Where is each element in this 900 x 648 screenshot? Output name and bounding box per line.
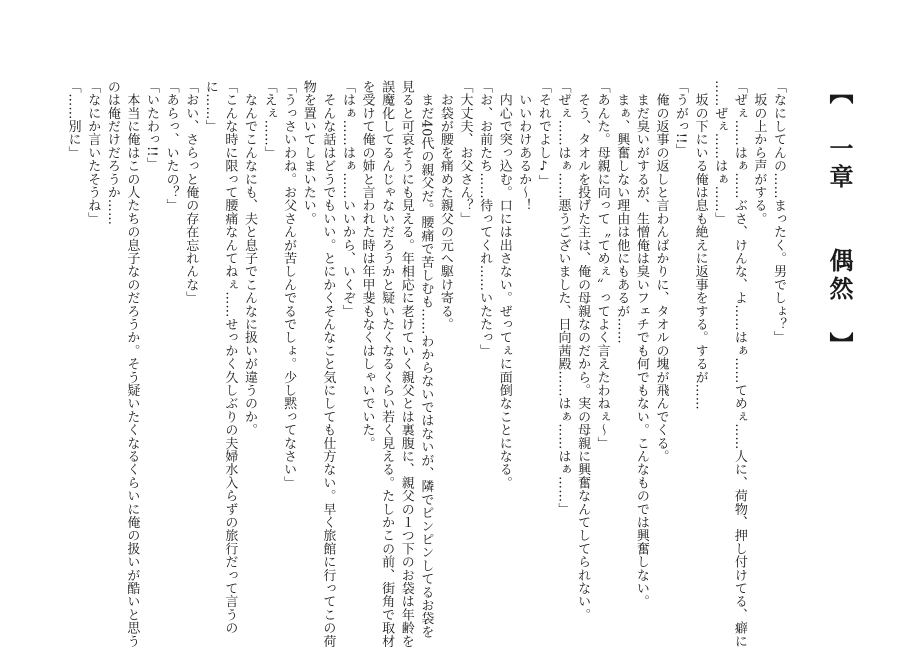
text-line: ……ぜぇ……はぁ……」 [712,80,728,226]
text-line: 「あらっ、いたの？」 [163,80,179,212]
text-line: 坂の下にいる俺は息も絶えに返事をする。するが…… [692,80,708,410]
text-line: 「うっさいわね。お父さんが苦しんでるでしょ。少し黙ってなさい」 [281,80,297,490]
text-line: 「お、お前たち……待ってくれ……いたたっ」 [477,80,493,358]
text-line: そんな話はどうでもいい。とにかくそんなこと気にしても仕方ない。早く旅館に行ってこの荷 [320,80,336,648]
text-line: 「えぇ……」 [261,80,277,160]
text-line: 「はぁ……はぁ……いいから、いくぞ」 [339,80,355,318]
text-line: 「なにか言いたそうね」 [85,80,101,226]
text-line: 「おい、さらっと俺の存在忘れんな」 [183,80,199,305]
text-line: そう、タオルを投げた主は、俺の母親なのだから。実の母親に興奮なんてしてられない。 [575,80,591,622]
text-line: 「……別に」 [65,80,81,160]
text-line: 物を置いてしまいたい。 [300,80,316,226]
text-line: 俺の返事の返しと言わんばかりに、タオルの塊が飛んでくる。 [653,80,669,463]
text-line: 「こんな時に限って腰痛なんてねぇ……せっかく久しぶりの夫婦水入らずの旅行だって言うの [222,80,238,635]
text-line: まぁ、興奮しない理由は他にもあるが…… [614,80,630,344]
text-line: 「なにしてんの……まったく。男でしょ？」 [771,80,786,344]
text-line: 誤魔化してるんじゃないだろうかと疑いたくなるくらい若く見える。たしかこの前、街角で取材 [379,80,395,648]
body-text [63,80,788,648]
text-line: 「ぜぇ……はぁ……悪うございました、日向茜殿……はぁ……はぁ……」 [555,80,571,516]
text-line: まだ40代の親父だ。腰痛で苦しむも……わからないではないが、隣でピンピンしてるお袋を [418,80,434,639]
text-line: 「それでよし♪」 [535,80,551,188]
text-line: を受けて俺の姉と言われた時は年甲斐もなくはしゃいでいた。 [359,80,375,450]
text-line: 坂の上から声がする。 [751,80,767,226]
text-line: 「うがっ!!」 [673,80,689,157]
text-line: 「いたわっ!!」 [144,80,159,171]
text-line: のは俺だけだろうか…… [104,80,120,226]
text-line: まだ臭いがするが、生憎俺は臭いフェチでも何でもない。こんなものでは興奮しない。 [633,80,649,608]
text-line: 本当に俺はこの人たちの息子なのだろうか。そう疑いたくなるくらいに俺の扱いが酷いと思う [124,80,140,648]
text-line: に……」 [202,80,218,133]
text-line: 「あんた。母親に向って〝てめぇ〟ってよく言えたわねぇ～」 [594,80,610,450]
text-line: 内心で突っ込む。口には出さない。ぜってぇに面倒なことになる。 [496,80,512,490]
chapter-title: 【 一章 偶然 】 [825,80,854,360]
text-line: 「ぜぇ……はぁ……ぶさ、けんな、よ……はぁ……てめぇ……人に、荷物、押し付けてる、癖に [731,80,747,648]
text-line: お袋が腰を痛めた親父の元へ駆け寄る。 [437,80,453,331]
text-line: 「大丈夫、お父さん？」 [457,80,473,226]
text-line: なんでこんなにも、夫と息子でこんなに扱いが違うのか。 [241,80,257,437]
text-line: いいわけあるか～！ [516,80,532,212]
text-line: 見ると可哀そうにも見える。年相応に老けていく親父とは裏腹に、親父の１つ下のお袋は年齢を [398,80,414,648]
